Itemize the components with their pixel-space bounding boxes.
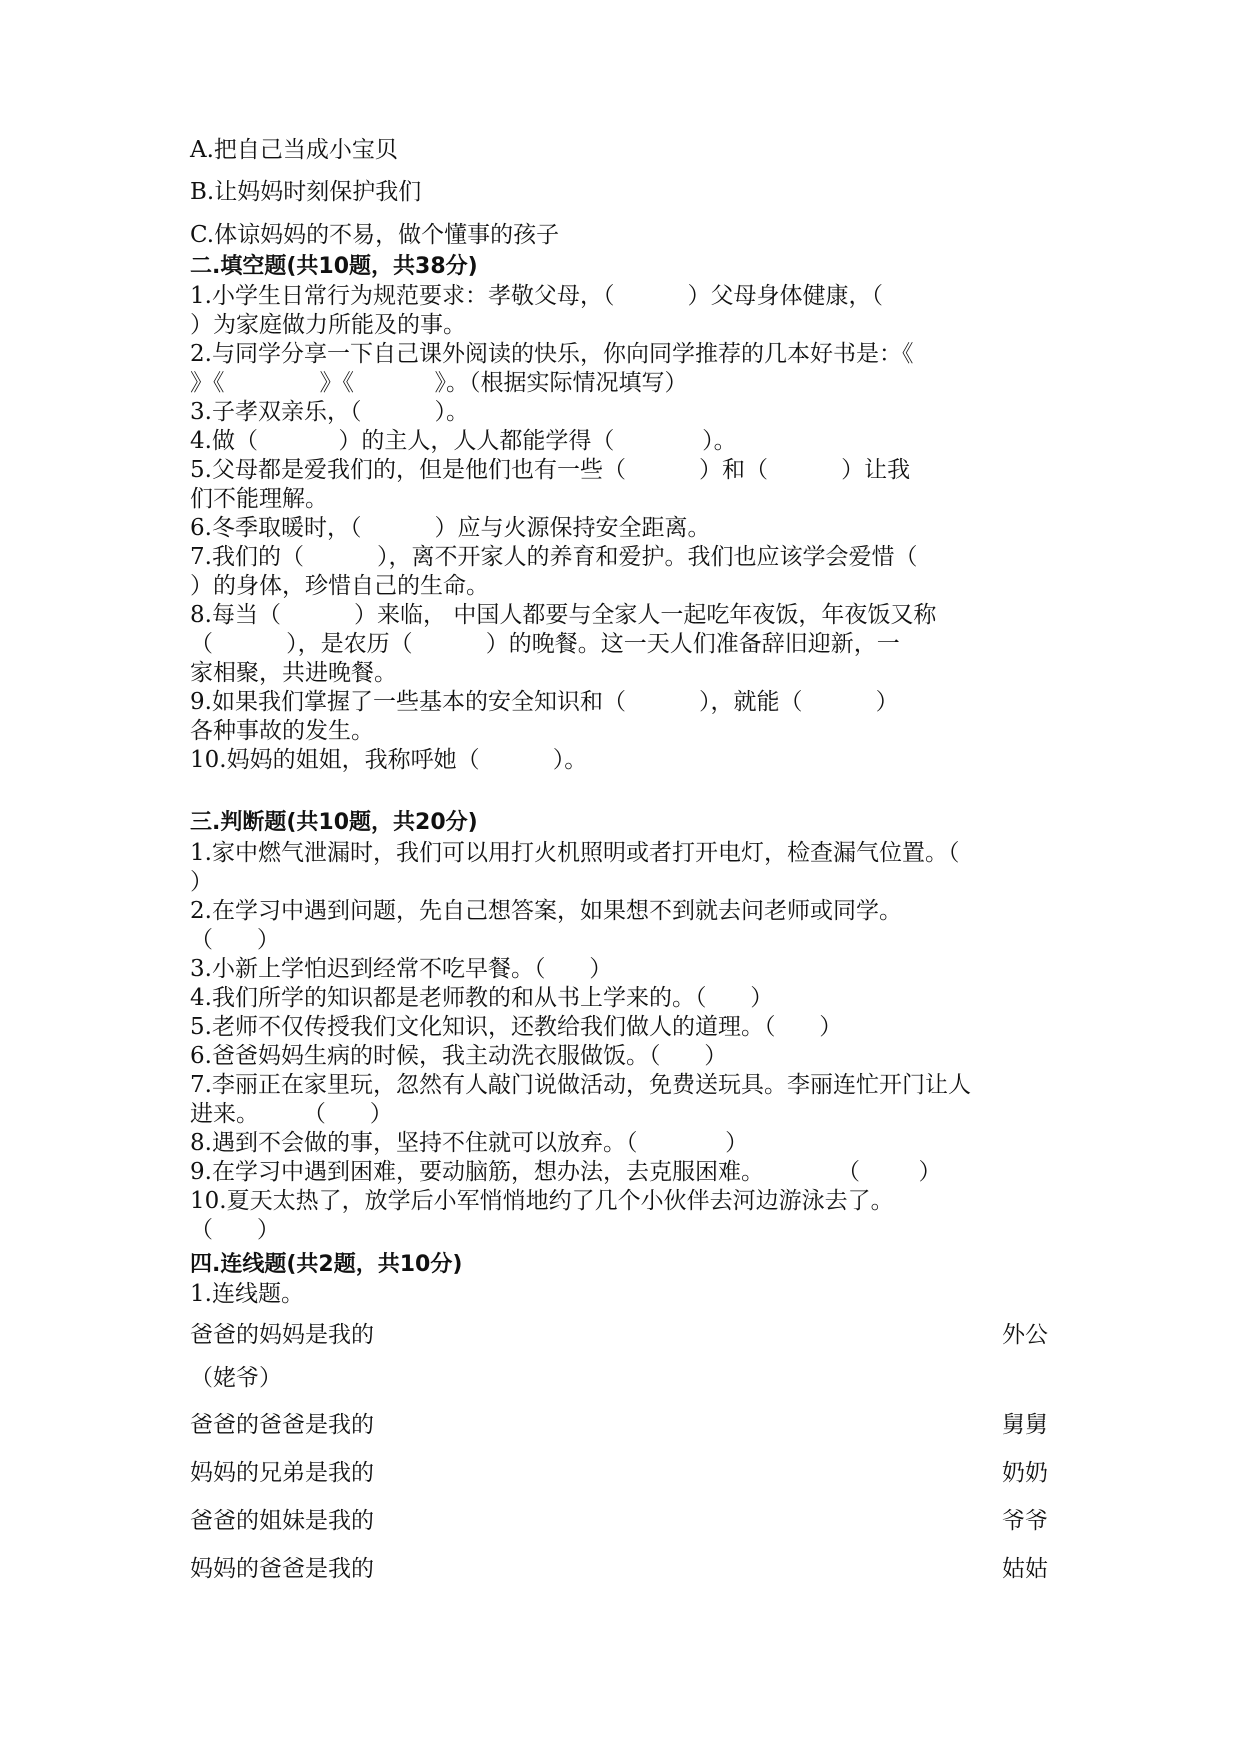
judge-line: 进来。 （ ） [190,1101,393,1127]
judge-line: （ ） [190,1217,280,1243]
match-right: 外公 [1002,1322,1048,1348]
judge-line: 7.李丽正在家里玩，忽然有人敲门说做活动，免费送玩具。李丽连忙开门让人 [190,1072,971,1098]
judge-line: 5.老师不仅传授我们文化知识，还教给我们做人的道理。（ ） [190,1014,843,1040]
match-row [190,1506,1048,1536]
fill-line: 8.每当（ ）来临， 中国人都要与全家人一起吃年夜饭，年夜饭又称 [190,602,937,628]
match-intro: 1.连线题。 [190,1281,304,1307]
section-title-fill: 二.填空题(共10题，共38分) [190,254,478,279]
fill-line: 10.妈妈的姐姐，我称呼她（ ）。 [190,747,588,773]
option-b: B.让妈妈时刻保护我们 [190,179,422,205]
option-a: A.把自己当成小宝贝 [190,137,398,163]
fill-line: 》《 》《 》。（根据实际情况填写） [190,370,688,396]
judge-line: 2.在学习中遇到问题，先自己想答案，如果想不到就去问老师或同学。 [190,898,902,924]
fill-line: 3.子孝双亲乐，（ ）。 [190,399,470,425]
judge-line: 6.爸爸妈妈生病的时候，我主动洗衣服做饭。（ ） [190,1043,728,1069]
fill-line: 家相聚，共进晚餐。 [190,660,397,686]
fill-line: 7.我们的（ ），离不开家人的养育和爱护。我们也应该学会爱惜（ [190,544,918,570]
judge-line: 1.家中燃气泄漏时，我们可以用打火机照明或者打开电灯，检查漏气位置。（ [190,840,960,866]
match-right: 舅舅 [1002,1412,1048,1438]
match-right: 奶奶 [1002,1460,1048,1486]
match-extra: （姥爷） [190,1365,282,1391]
fill-questions [190,282,1050,775]
judge-line: 3.小新上学怕迟到经常不吃早餐。（ ） [190,956,613,982]
fill-line: 5.父母都是爱我们的，但是他们也有一些（ ）和（ ）让我 [190,457,911,483]
fill-line: 各种事故的发生。 [190,718,374,744]
match-left: 妈妈的爸爸是我的 [190,1556,374,1582]
fill-line: （ ），是农历（ ）的晚餐。这一天人们准备辞旧迎新，一 [190,631,900,657]
judge-line: 4.我们所学的知识都是老师教的和从书上学来的。（ ） [190,985,774,1011]
match-left: 妈妈的兄弟是我的 [190,1460,374,1486]
fill-line: 4.做（ ）的主人，人人都能学得（ ）。 [190,428,737,454]
judge-line: 9.在学习中遇到困难，要动脑筋，想办法，去克服困难。 （ ） [190,1159,942,1185]
match-left: 爸爸的妈妈是我的 [190,1322,374,1348]
match-left: 爸爸的姐妹是我的 [190,1508,374,1534]
fill-line: 1.小学生日常行为规范要求：孝敬父母，（ ）父母身体健康，（ [190,283,884,309]
judge-line: 10.夏天太热了，放学后小军悄悄地约了几个小伙伴去河边游泳去了。 [190,1188,894,1214]
judge-line: ） [190,869,213,895]
fill-line: ）为家庭做力所能及的事。 [190,312,466,338]
match-row [190,1458,1048,1488]
fill-line: 们不能理解。 [190,486,328,512]
judge-line: （ ） [190,927,280,953]
fill-line: 9.如果我们掌握了一些基本的安全知识和（ ），就能（ ） [190,689,899,715]
match-right: 姑姑 [1002,1556,1048,1582]
fill-line: 2.与同学分享一下自己课外阅读的快乐，你向同学推荐的几本好书是：《 [190,341,914,367]
match-right: 爷爷 [1002,1508,1048,1534]
option-c: C.体谅妈妈的不易，做个懂事的孩子 [190,222,560,248]
fill-line: ）的身体，珍惜自己的生命。 [190,573,489,599]
judge-questions [190,839,1050,1245]
fill-line: 6.冬季取暖时，（ ）应与火源保持安全距离。 [190,515,711,541]
match-row [190,1410,1048,1440]
section-title-match: 四.连线题(共2题，共10分) [190,1252,463,1277]
judge-line: 8.遇到不会做的事，坚持不住就可以放弃。（ ） [190,1130,749,1156]
match-row [190,1554,1048,1584]
match-row [190,1320,1048,1350]
section-title-judge: 三.判断题(共10题，共20分) [190,810,478,835]
match-left: 爸爸的爸爸是我的 [190,1412,374,1438]
